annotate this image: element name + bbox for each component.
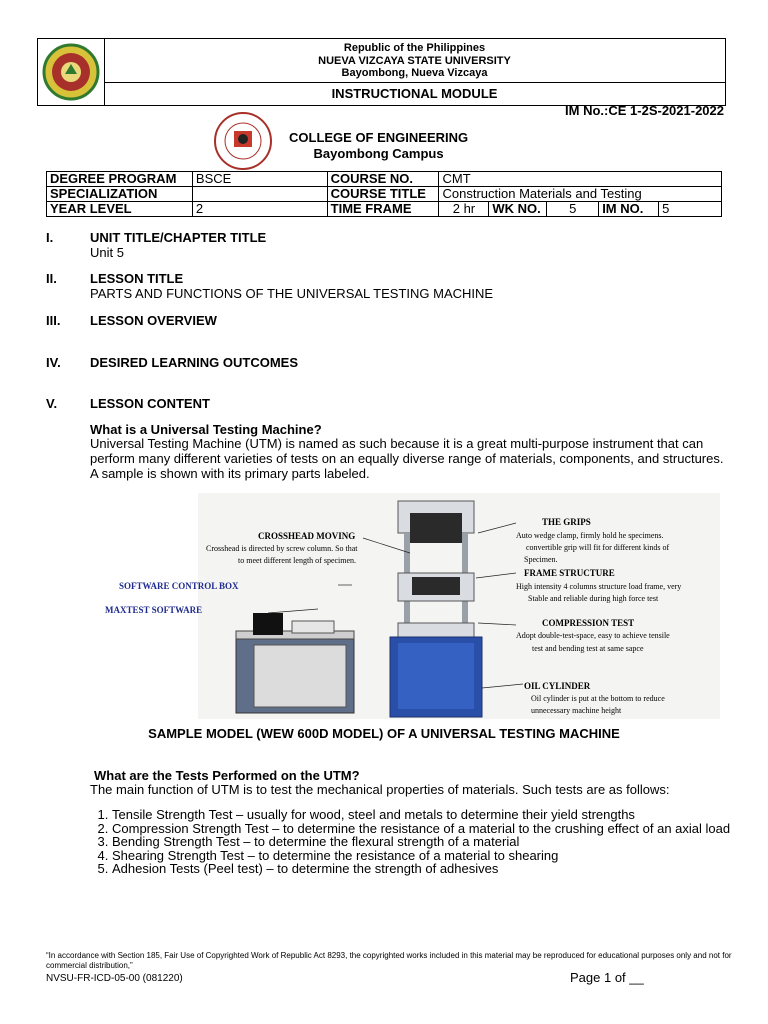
year-level-label: YEAR LEVEL — [47, 202, 193, 217]
label-oil-text-1: Oil cylinder is put at the bottom to reduce — [531, 694, 665, 703]
section-4-title: DESIRED LEARNING OUTCOMES — [90, 355, 299, 370]
section-1-subtitle: Unit 5 — [90, 245, 124, 260]
college-campus: Bayombong Campus — [313, 146, 444, 161]
copyright-note: “In accordance with Section 185, Fair Use of Copyrighted Work of Republic Act 8293, the copyrighted works included in this material may be reproduced for educational purposes only and not for commercial distribution,” — [46, 951, 732, 970]
tests-paragraph: The main function of UTM is to test the mechanical properties of materials. Such tests are as follows: — [90, 782, 670, 797]
im-number-label: IM NO. — [599, 202, 659, 217]
tests-list — [90, 808, 732, 876]
year-level-value: 2 — [192, 202, 327, 217]
label-grips-text-2: convertible grip will fit for different kinds of — [526, 543, 670, 552]
label-oil-title: OIL CYLINDER — [524, 681, 591, 691]
week-number-value: 5 — [547, 202, 599, 217]
list-item: 1. Tensile Strength Test – usually for wood, steel and metals to determine their yield strengths — [112, 808, 732, 822]
section-5-number: V. — [46, 396, 58, 411]
time-frame-label: TIME FRAME — [327, 202, 439, 217]
course-no-value: CMT — [439, 172, 722, 187]
label-frame-title: FRAME STRUCTURE — [524, 568, 615, 578]
question-tests: What are the Tests Performed on the UTM? — [94, 768, 360, 783]
table-row — [47, 202, 722, 217]
list-item: 2. Compression Strength Test – to determine the resistance of a material to the crushing effect of an axial load — [112, 822, 732, 836]
section-2-title: LESSON TITLE — [90, 271, 184, 286]
label-compression-text-2: test and bending test at same sapce — [532, 644, 644, 653]
label-crosshead-text-2: to meet different length of specimen. — [238, 556, 357, 565]
label-crosshead-title: CROSSHEAD MOVING — [258, 531, 356, 541]
page-number: Page 1 of __ — [570, 970, 644, 985]
section-1-number: I. — [46, 230, 54, 245]
label-grips-text-3: Specimen. — [524, 555, 558, 564]
section-3-number: III. — [46, 313, 61, 328]
section-2-number: II. — [46, 271, 57, 286]
time-frame-value: 2 hr — [439, 202, 489, 217]
header-line-1: Republic of the Philippines — [343, 42, 486, 54]
week-number-label: WK NO. — [489, 202, 547, 217]
label-software-control-box: SOFTWARE CONTROL BOX — [119, 581, 239, 591]
section-5-title: LESSON CONTENT — [90, 396, 210, 411]
course-info-table — [46, 171, 722, 217]
utm-machine-illustration — [198, 493, 720, 719]
header-institution — [104, 39, 725, 83]
label-frame-text-1: High intensity 4 columns structure load frame, very — [516, 582, 682, 591]
figure-caption: SAMPLE MODEL (WEW 600D MODEL) OF A UNIVERSAL TESTING MACHINE — [148, 726, 620, 741]
course-title-label: COURSE TITLE — [327, 187, 439, 202]
specialization-value — [192, 187, 327, 202]
label-compression-text-1: Adopt double-test-space, easy to achieve tensile — [516, 631, 670, 640]
college-seal-icon — [205, 111, 281, 171]
im-number: IM No.:CE 1-2S-2021-2022 — [565, 103, 724, 118]
specialization-label: SPECIALIZATION — [47, 187, 193, 202]
table-row — [47, 187, 722, 202]
course-no-label: COURSE NO. — [327, 172, 439, 187]
form-code: NVSU-FR-ICD-05-00 (081220) — [46, 973, 183, 984]
header-line-2: NUEVA VIZCAYA STATE UNIVERSITY — [318, 54, 511, 67]
college-block — [289, 130, 468, 162]
label-grips-title: THE GRIPS — [542, 517, 591, 527]
section-3-title: LESSON OVERVIEW — [90, 313, 217, 328]
university-seal-icon — [38, 39, 104, 105]
label-crosshead-text-1: Crosshead is directed by screw column. So that — [206, 544, 358, 553]
utm-figure — [198, 493, 720, 719]
degree-label: DEGREE PROGRAM — [47, 172, 193, 187]
document-header — [37, 38, 726, 106]
section-2-subtitle: PARTS AND FUNCTIONS OF THE UNIVERSAL TESTING MACHINE — [90, 286, 494, 301]
label-grips-text-1: Auto wedge clamp, firmly hold he specimens. — [516, 531, 664, 540]
header-line-3: Bayombong, Nueva Vizcaya — [341, 67, 488, 79]
table-row — [47, 172, 722, 187]
section-4-number: IV. — [46, 355, 61, 370]
list-item: 4. Shearing Strength Test – to determine the resistance of a material to shearing — [112, 849, 732, 863]
list-item: 3. Bending Strength Test – to determine the flexural strength of a material — [112, 835, 732, 849]
label-oil-text-2: unnecessary machine height — [531, 706, 622, 715]
label-maxtest: MAXTEST SOFTWARE — [105, 605, 203, 615]
question-utm: What is a Universal Testing Machine? — [90, 422, 322, 437]
list-item: 5. Adhesion Tests (Peel test) – to determine the strength of adhesives — [112, 862, 732, 876]
section-1-title: UNIT TITLE/CHAPTER TITLE — [90, 230, 267, 245]
degree-value: BSCE — [192, 172, 327, 187]
college-name: COLLEGE OF ENGINEERING — [289, 130, 469, 145]
im-number-value: 5 — [659, 202, 722, 217]
module-title: INSTRUCTIONAL MODULE — [331, 86, 498, 101]
course-title-value: Construction Materials and Testing — [439, 187, 722, 202]
label-frame-text-2: Stable and reliable during high force test — [528, 594, 659, 603]
label-compression-title: COMPRESSION TEST — [542, 618, 635, 628]
university-logo-cell — [38, 39, 105, 105]
utm-paragraph: Universal Testing Machine (UTM) is named as such because it is a great multi-purpose instrument that can perform many different varieties of tests on an equally diverse range of materials, components, and structures. A sample is shown with its primary parts labeled. — [90, 436, 724, 481]
